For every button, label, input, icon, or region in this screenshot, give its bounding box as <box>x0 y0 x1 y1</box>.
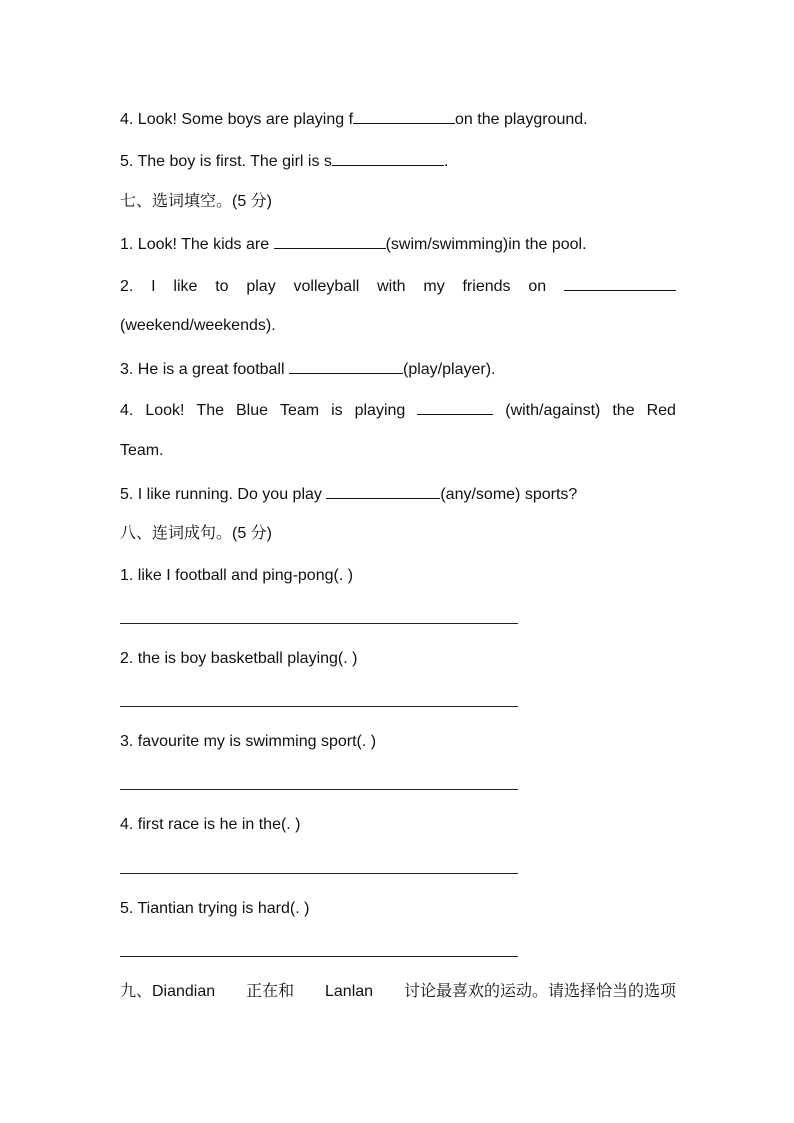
s9-heading <box>120 982 676 1002</box>
s7-q4-blank[interactable] <box>417 399 493 415</box>
s7-question-5 <box>120 483 676 505</box>
s7-question-4 <box>120 399 676 421</box>
s6-q5-text-after: . <box>443 153 449 170</box>
s8-answer-line[interactable] <box>120 789 518 790</box>
s7-q4-word: The <box>196 402 224 419</box>
s8-item: 2. the is boy basketball playing(. ) <box>120 650 358 667</box>
s7-q4-word: the <box>612 402 635 419</box>
s8-item: 3. favourite my is swimming sport(. ) <box>120 733 377 750</box>
s7-q3-text-before: 3. He is a great football <box>120 361 289 378</box>
s9-heading-part: 讨论最喜欢的运动。请选择恰当的选项 <box>403 983 676 1000</box>
s7-q2-word: friends <box>462 278 511 295</box>
s7-q2-word: 2. <box>120 278 134 295</box>
s7-q2-word: play <box>246 278 276 295</box>
s7-question-1 <box>120 233 676 255</box>
s8-heading: 八、连词成句。(5 分) <box>120 525 273 542</box>
s7-q2-blank[interactable] <box>564 275 676 291</box>
s9-heading-part: 正在和 <box>246 983 295 1000</box>
s7-q5-text-after: (any/some) sports? <box>440 486 578 503</box>
s6-q4-text-after: on the playground. <box>455 111 588 128</box>
s7-q2-word: my <box>423 278 445 295</box>
s6-question-4 <box>120 108 676 130</box>
s7-q2-continuation: (weekend/weekends). <box>120 317 276 334</box>
s7-q2-word: with <box>377 278 406 295</box>
s7-q4-word: Blue <box>235 402 268 419</box>
s7-q4-continuation: Team. <box>120 442 164 459</box>
s9-heading-part: 九、Diandian <box>120 983 216 1000</box>
s7-q4-word: Team <box>279 402 320 419</box>
s9-heading-part: Lanlan <box>325 983 374 1000</box>
s8-item: 1. like I football and ping-pong(. ) <box>120 567 354 584</box>
s7-q4-word: Red <box>646 402 676 419</box>
s7-q2-word: volleyball <box>293 278 360 295</box>
s8-item: 5. Tiantian trying is hard(. ) <box>120 900 310 917</box>
s7-q5-text-before: 5. I like running. Do you play <box>120 486 327 503</box>
s6-q5-text-before: 5. The boy is first. The girl is s <box>120 153 332 170</box>
s7-q4-word: (with/against) <box>505 402 601 419</box>
s7-q2-word: I <box>151 278 156 295</box>
s7-question-2 <box>120 275 676 297</box>
s7-q2-word: on <box>528 278 547 295</box>
s8-item: 4. first race is he in the(. ) <box>120 816 301 833</box>
s7-q3-blank[interactable] <box>289 358 403 374</box>
s8-answer-line[interactable] <box>120 623 518 624</box>
s7-q1-blank[interactable] <box>274 233 386 249</box>
s7-q3-text-after: (play/player). <box>402 361 496 378</box>
s8-answer-line[interactable] <box>120 873 518 874</box>
s7-q5-blank[interactable] <box>326 483 440 499</box>
s8-answer-line[interactable] <box>120 956 518 957</box>
s6-q4-blank[interactable] <box>353 108 455 124</box>
s7-q4-word: is <box>331 402 343 419</box>
s6-q4-text-before: 4. Look! Some boys are playing f <box>120 111 354 128</box>
s7-heading: 七、选词填空。(5 分) <box>120 193 273 210</box>
s8-answer-line[interactable] <box>120 706 518 707</box>
s7-q1-text-before: 1. Look! The kids are <box>120 236 274 253</box>
s6-q5-blank[interactable] <box>332 150 444 166</box>
s7-question-3 <box>120 358 676 380</box>
s7-q2-word: to <box>215 278 229 295</box>
s7-q2-word: like <box>173 278 198 295</box>
s7-q4-word: playing <box>354 402 406 419</box>
s6-question-5 <box>120 150 676 172</box>
s7-q1-text-after: (swim/swimming)in the pool. <box>385 236 587 253</box>
s7-q4-word: Look! <box>145 402 185 419</box>
s7-q4-word: 4. <box>120 402 134 419</box>
